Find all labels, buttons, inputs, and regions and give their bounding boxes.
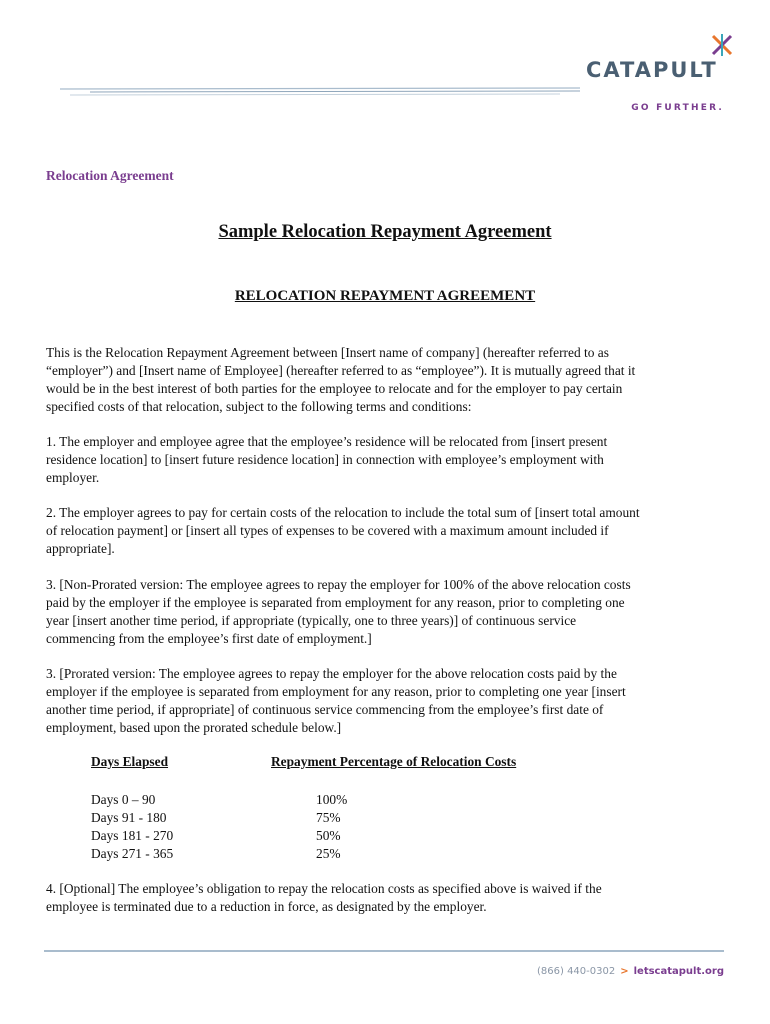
schedule-days: Days 91 - 180: [91, 810, 167, 825]
text-line: 1. The employer and employee agree that the employee’s residence will be relocated from [insert present: [46, 434, 608, 449]
text-line: employer if the employee is separated from employment for any reason, prior to completing one year [insert: [46, 684, 626, 699]
table-row: [91, 809, 491, 827]
text-line: residence location] to [insert future residence location] in connection with employee’s employment with: [46, 452, 604, 467]
text-line: employer.: [46, 470, 100, 485]
clause-3-non-prorated: [46, 576, 726, 648]
schedule-days: Days 0 – 90: [91, 792, 156, 807]
schedule-days: Days 271 - 365: [91, 846, 174, 861]
table-row: [91, 845, 491, 863]
text-line: 2. The employer agrees to pay for certain costs of the relocation to include the total sum of [insert total amount: [46, 505, 640, 520]
footer-website-link[interactable]: letscatapult.org: [633, 966, 724, 977]
text-line: commencing from the employee’s first date of employment.]: [46, 631, 372, 646]
text-line: year [insert another time period, if appropriate (typically, one to three years)] of continuous service: [46, 613, 577, 628]
footer-contact: [537, 966, 724, 977]
footer-separator: >: [620, 966, 629, 977]
document-subtitle: RELOCATION REPAYMENT AGREEMENT: [234, 288, 536, 304]
text-line: paid by the employer if the employee is separated from employment for any reason, prior to completing one: [46, 595, 625, 610]
header-rule-lines: [60, 86, 580, 98]
clause-2: [46, 504, 726, 558]
brand-tagline: GO FURTHER.: [631, 103, 724, 113]
document-title: Sample Relocation Repayment Agreement: [218, 222, 552, 242]
footer-phone: (866) 440-0302: [537, 966, 616, 977]
schedule-days: Days 181 - 270: [91, 828, 174, 843]
clause-1: [46, 433, 726, 487]
brand-logo-text: CATAPULT: [586, 58, 718, 82]
footer-divider: [44, 950, 724, 952]
table-row: [91, 791, 491, 809]
text-line: employment, based upon the prorated schedule below.]: [46, 720, 342, 735]
schedule-percentage: 100%: [316, 792, 348, 807]
clause-3-prorated: [46, 665, 726, 737]
schedule-percentage: 50%: [316, 828, 341, 843]
text-line: specified costs of that relocation, subject to the following terms and conditions:: [46, 399, 472, 414]
text-line: employee is terminated due to a reduction in force, as designated by the employer.: [46, 899, 487, 914]
text-line: would be in the best interest of both parties for the employee to relocate and for the employer to pay certain: [46, 381, 623, 396]
text-line: appropriate].: [46, 541, 115, 556]
text-line: another time period, if appropriate] of continuous service commencing from the employee’s first date of: [46, 702, 604, 717]
schedule-table: [91, 791, 491, 863]
schedule-percentage: 75%: [316, 810, 341, 825]
section-label: Relocation Agreement: [46, 168, 174, 183]
schedule-header-percentage: Repayment Percentage of Relocation Costs: [271, 754, 517, 769]
text-line: This is the Relocation Repayment Agreement between [Insert name of company] (hereafter referred to as: [46, 345, 609, 360]
text-line: 3. [Non-Prorated version: The employee agrees to repay the employer for 100% of the above relocation costs: [46, 577, 631, 592]
text-line: 3. [Prorated version: The employee agrees to repay the employer for the above relocation costs paid by the: [46, 666, 617, 681]
text-line: “employer”) and [Insert name of Employee] (hereafter referred to as “employee”). It is mutually agreed that it: [46, 363, 636, 378]
text-line: 4. [Optional] The employee’s obligation to repay the relocation costs as specified above is waived if the: [46, 881, 602, 896]
clause-4: [46, 880, 726, 916]
text-line: of relocation payment] or [insert all types of expenses to be covered with a maximum amount included if: [46, 523, 609, 538]
schedule-percentage: 25%: [316, 846, 341, 861]
table-row: [91, 827, 491, 845]
intro-paragraph: [46, 344, 726, 416]
catapult-logo-mark-icon: [710, 33, 734, 57]
schedule-header-days: Days Elapsed: [91, 754, 169, 769]
